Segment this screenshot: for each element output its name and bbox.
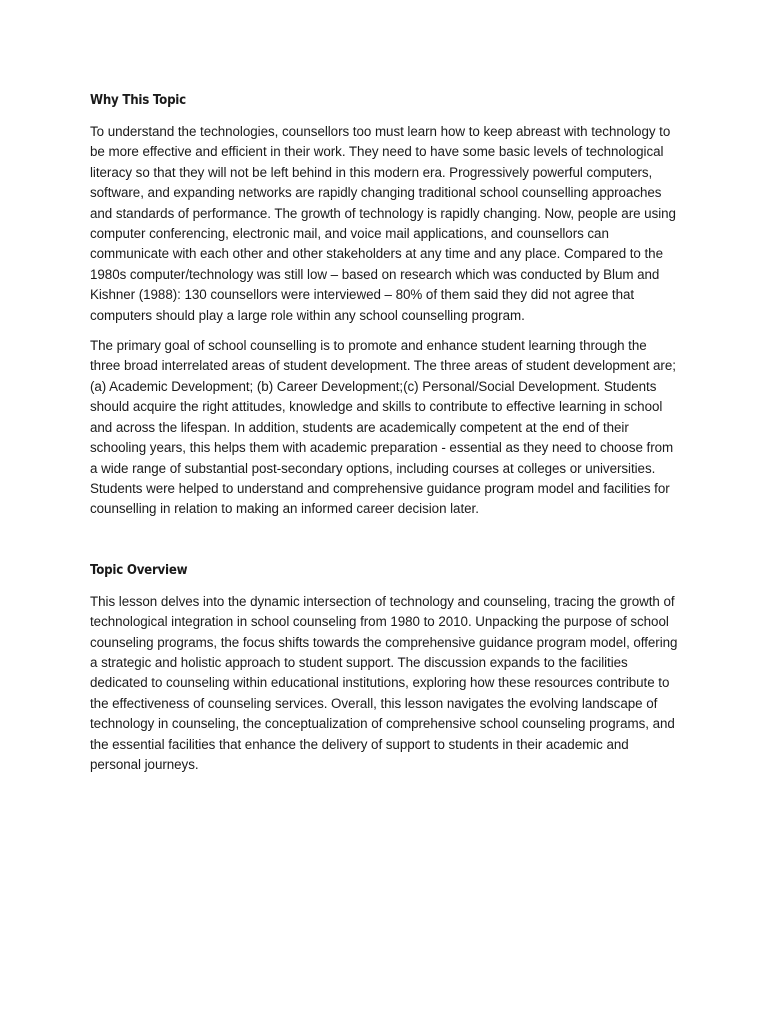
- section-heading: Topic Overview: [90, 561, 188, 578]
- section-heading: Why This Topic: [90, 92, 186, 108]
- paragraph: The primary goal of school counselling is to promote and enhance student learning through the three broad interrelated areas of student development. The three areas of student development are;(a) Academic Development; (b) Career Development;(c) Personal/Social Development. Students should acquire the right attitudes, knowledge and skills to contribute to effective learning in school and across the lifespan. In addition, students are academically competent at the end of their schooling years, this helps them with academic preparation - essential as they need to choose from a wide range of substantial post-secondary options, including courses at colleges or universities. Students were helped to understand and comprehensive guidance program model and facilities for counselling in relation to making an informed career decision later.: [90, 338, 676, 517]
- section-topic-overview: [90, 560, 680, 776]
- paragraph: This lesson delves into the dynamic intersection of technology and counseling, tracing the growth of technological integration in school counseling from 1980 to 2010. Unpacking the purpose of school counseling programs, the focus shifts towards the comprehensive guidance program model, offering a strategic and holistic approach to student support. The discussion expands to the facilities dedicated to counseling within educational institutions, exploring how these resources contribute to the effectiveness of counseling services. Overall, this lesson navigates the evolving landscape of technology in counseling, the conceptualization of comprehensive school counseling programs, and the essential facilities that enhance the delivery of support to students in their academic and personal journeys.: [90, 593, 678, 772]
- document-page: [90, 90, 680, 785]
- paragraph: To understand the technologies, counsellors too must learn how to keep abreast with technology to be more effective and efficient in their work. They need to have some basic levels of technological literacy so that they will not be left behind in this modern era. Progressively powerful computers, software, and expanding networks are rapidly changing traditional school counselling approaches and standards of performance. The growth of technology is rapidly changing. Now, people are using computer conferencing, electronic mail, and voice mail applications, and counsellors can communicate with each other and other stakeholders at any time and any place. Compared to the 1980s computer/technology was still low – based on research which was conducted by Blum and Kishner (1988): 130 counsellors were interviewed – 80% of them said they did not agree that computers should play a large role within any school counselling program.: [90, 124, 676, 323]
- section-why-this-topic: [90, 90, 680, 520]
